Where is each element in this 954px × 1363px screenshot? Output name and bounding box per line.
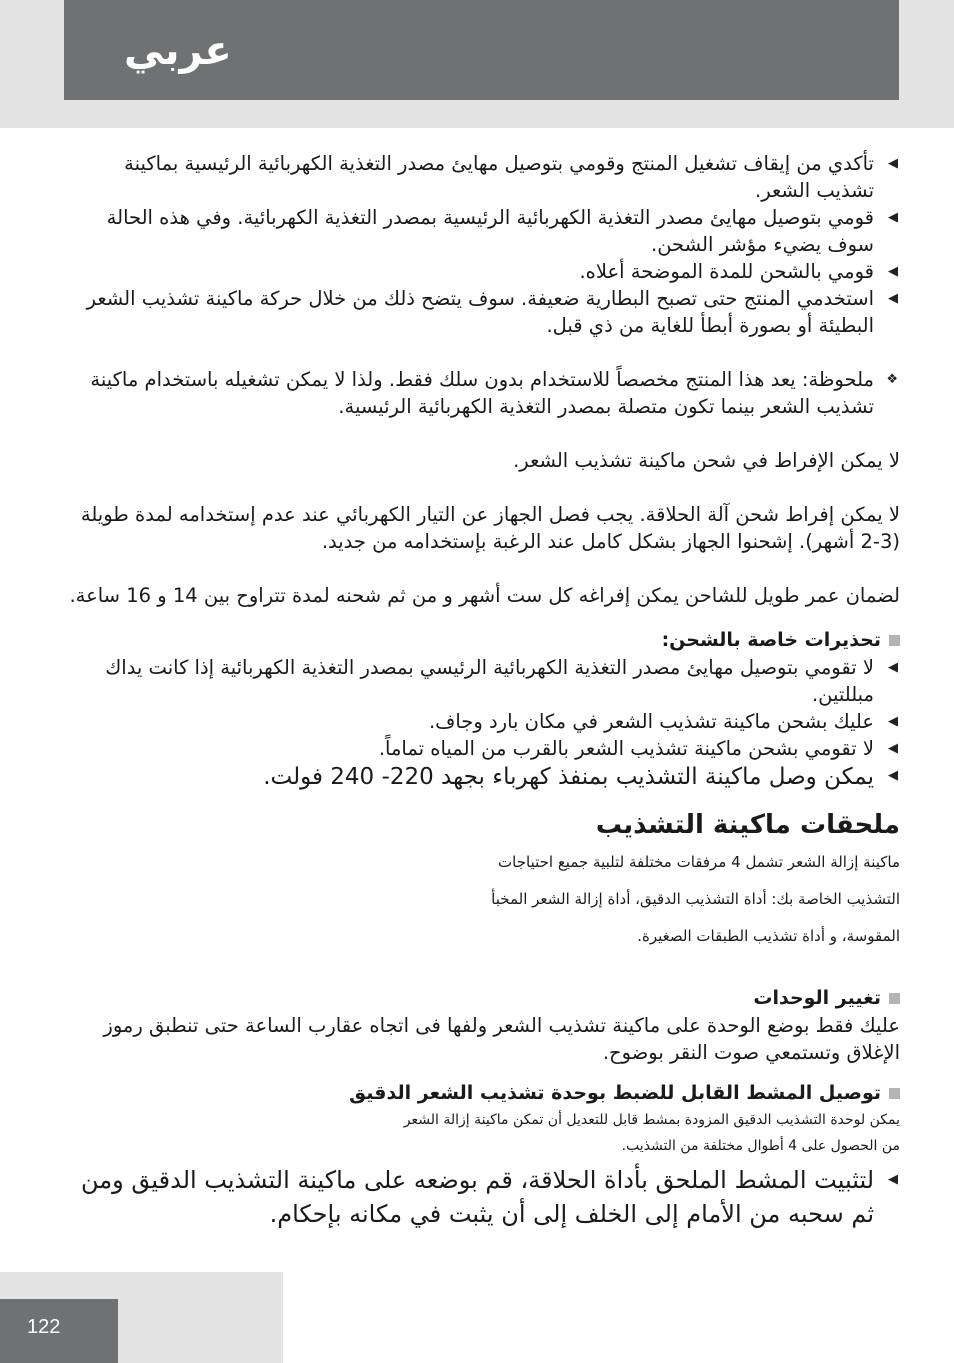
warning-item-1: ◀ لا تقومي بتوصيل مهايئ مصدر التغذية الكهربائية الرئيسي بمصدر التغذية الكهربائية إذا كانت يداك مبللتين. xyxy=(105,656,898,706)
manual-content xyxy=(62,150,900,1231)
triangle-bullet-icon: ◀ xyxy=(888,660,898,675)
language-title: عربي xyxy=(124,28,232,74)
battery-life-paragraph: لضمان عمر طويل للشاحن يمكن إفراغه كل ست أشهر و من ثم شحنه لمدة تتراوح بين 14 و 16 ساعة. xyxy=(69,584,900,607)
charging-step-1: ◀ تأكدي من إيقاف تشغيل المنتج وقومي بتوصيل مهايئ مصدر التغذية الكهربائية الرئيسية بماكينة تشذيب الشعر. xyxy=(124,152,898,202)
triangle-bullet-icon: ◀ xyxy=(888,1172,898,1187)
square-bullet-icon xyxy=(889,993,900,1004)
warning-item-2: ◀ عليك بشحن ماكينة تشذيب الشعر في مكان بارد وجاف. xyxy=(428,710,898,733)
change-units-text: عليك فقط بوضع الوحدة على ماكينة تشذيب الشعر ولفها فى اتجاه عقارب الساعة حتى تنطبق رموز الإغلاق وتستمعي صوت النقر بوضوح. xyxy=(103,1014,900,1064)
comb-heading: توصيل المشط القابل للضبط بوحدة تشذيب الشعر الدقيق xyxy=(62,1080,900,1107)
change-units-heading: تغيير الوحدات xyxy=(62,985,900,1012)
triangle-bullet-icon: ◀ xyxy=(888,714,898,729)
triangle-bullet-icon: ◀ xyxy=(888,768,898,783)
page-number: 122 xyxy=(27,1316,61,1338)
charging-step-2: ◀ قومي بتوصيل مهايئ مصدر التغذية الكهربائية الرئيسية بمصدر التغذية الكهربائية. وفي هذه الحالة سوف يضيء مؤشر الشحن. xyxy=(106,206,898,256)
storage-paragraph: لا يمكن إفراط شحن آلة الحلاقة. يجب فصل الجهاز عن التيار الكهربائي عند عدم إستخدامه لمدة طويلة (3-2 أشهر). إشحنوا الجهاز بشكل كامل عند الرغبة بإستخدامه من جديد. xyxy=(80,503,900,553)
triangle-bullet-icon: ◀ xyxy=(888,210,898,225)
triangle-bullet-icon: ◀ xyxy=(888,264,898,279)
square-bullet-icon xyxy=(889,1088,900,1099)
warning-item-3: ◀ لا تقومي بشحن ماكينة تشذيب الشعر بالقرب من المياه تماماً. xyxy=(378,737,898,760)
warning-item-4: ◀ يمكن وصل ماكينة التشذيب بمنفذ كهرباء بجهد 220- 240 فولت. xyxy=(263,764,898,790)
accessories-line-1: ماكينة إزالة الشعر تشمل 4 مرفقات مختلفة لتلبية جميع احتياجات xyxy=(498,853,900,871)
accessories-line-2: التشذيب الخاصة بك: أداة التشذيب الدقيق، أداة إزالة الشعر المخبأ xyxy=(491,890,900,908)
charging-step-4: ◀ استخدمي المنتج حتى تصبح البطارية ضعيفة. سوف يتضح ذلك من خلال حركة ماكينة تشذيب الشعر البطيئة أو بصورة أبطأ للغاية من ذي قبل. xyxy=(86,287,898,337)
triangle-bullet-icon: ◀ xyxy=(888,291,898,306)
triangle-bullet-icon: ◀ xyxy=(888,156,898,171)
accessories-line-3: المقوسة، و أداة تشذيب الطبقات الصغيرة. xyxy=(637,927,900,945)
triangle-bullet-icon: ◀ xyxy=(888,741,898,756)
comb-line-2: من الحصول على 4 أطوال مختلفة من التشذيب. xyxy=(621,1138,900,1154)
square-bullet-icon xyxy=(889,635,900,646)
cordless-note: ❖ ملحوظة: يعد هذا المنتج مخصصاً للاستخدام بدون سلك فقط. ولذا لا يمكن تشغيله باستخدام ماكينة تشذيب الشعر بينما تكون متصلة بمصدر التغذية الكهربائية الرئيسية. xyxy=(90,368,898,418)
note-diamond-icon: ❖ xyxy=(886,372,898,387)
comb-line-1: يمكن لوحدة التشذيب الدقيق المزودة بمشط قابل للتعديل أن تمكن ماكينة إزالة الشعر xyxy=(403,1112,900,1128)
charging-warnings-heading: تحذيرات خاصة بالشحن: xyxy=(62,627,900,654)
charging-step-3: ◀ قومي بالشحن للمدة الموضحة أعلاه. xyxy=(579,260,898,283)
comb-attach-step: ◀ لتثبيت المشط الملحق بأداة الحلاقة، قم بوضعه على ماكينة التشذيب الدقيق ومن ثم سحبه من الأمام إلى الخلف إلى أن يثبت في مكانه بإحكام. xyxy=(62,1163,900,1231)
accessories-title: ملحقات ماكينة التشذيب xyxy=(595,810,900,840)
overcharge-paragraph: لا يمكن الإفراط في شحن ماكينة تشذيب الشعر. xyxy=(513,449,900,472)
